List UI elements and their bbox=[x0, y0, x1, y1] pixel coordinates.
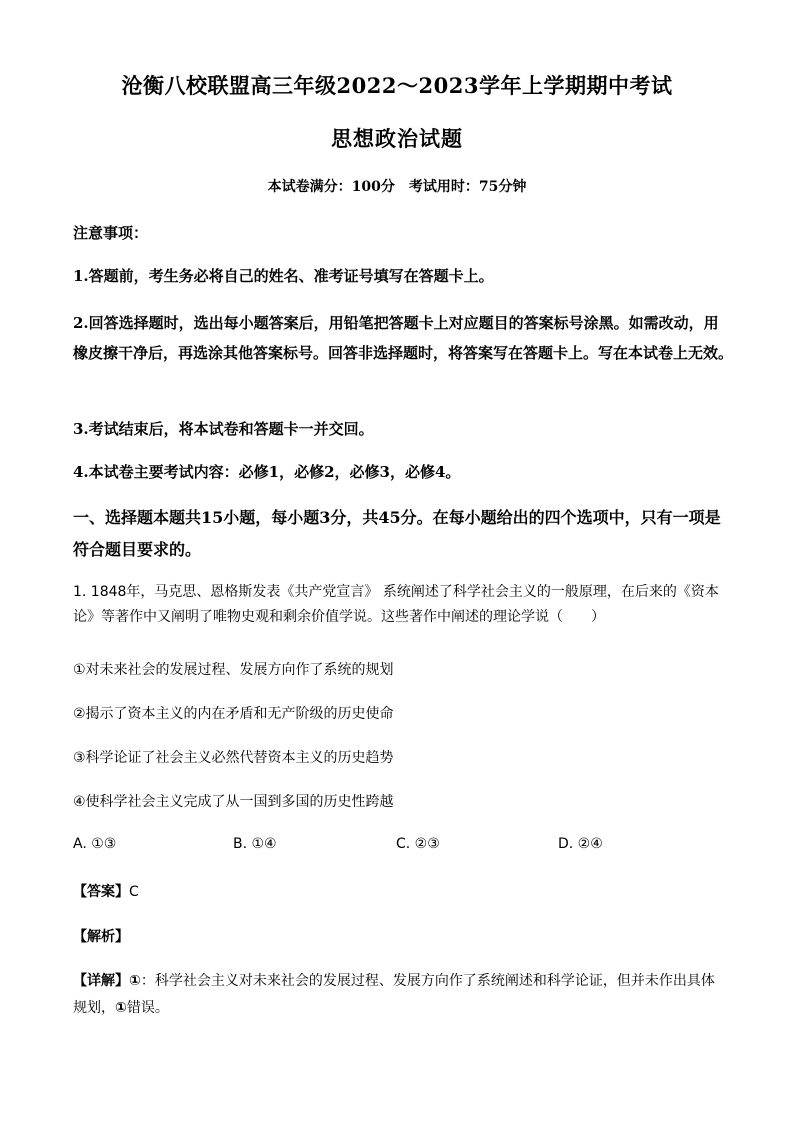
detail-paragraph bbox=[73, 968, 728, 1022]
answer-tag: 【答案】 bbox=[73, 884, 129, 900]
choice-b: B. ①④ bbox=[233, 836, 277, 852]
answer-line bbox=[73, 881, 139, 901]
choice-a: A. ①③ bbox=[73, 836, 117, 852]
statement-4: ④使科学社会主义完成了从一国到多国的历史性跨越 bbox=[73, 794, 394, 810]
exam-title: 沧衡八校联盟高三年级2022～2023学年上学期期中考试 bbox=[121, 73, 673, 98]
exam-meta: 本试卷满分：100分 考试用时：75分钟 bbox=[267, 179, 527, 195]
detail-mark-2: ① bbox=[115, 1000, 127, 1016]
notice-heading: 注意事项： bbox=[73, 224, 149, 242]
answer-value: C bbox=[129, 884, 139, 900]
analysis-line bbox=[73, 926, 129, 946]
exam-subtitle: 思想政治试题 bbox=[331, 126, 463, 151]
section-heading: 一、选择题本题共15小题，每小题3分，共45分。在每小题给出的四个选项中，只有一项是符合题目要求的。 bbox=[73, 508, 721, 559]
notice-item-3: 3.考试结束后，将本试卷和答题卡一并交回。 bbox=[73, 420, 374, 438]
detail-mark: ① bbox=[129, 973, 141, 989]
notice-item-2: 2.回答选择题时，选出每小题答案后，用铅笔把答题卡上对应题目的答案标号涂黑。如需改动，用橡皮擦干净后，再选涂其他答案标号。回答非选择题时，将答案写在答题卡上。写在本试卷上无效。 bbox=[73, 314, 734, 362]
detail-tag: 【详解】 bbox=[73, 973, 129, 989]
detail-end: 错误。 bbox=[126, 1000, 169, 1016]
detail-text: ：科学社会主义对未来社会的发展过程、发展方向作了系统阐述和科学论证，但并未作出具体规划， bbox=[73, 973, 715, 1016]
analysis-tag: 【解析】 bbox=[73, 929, 129, 945]
statement-1: ①对未来社会的发展过程、发展方向作了系统的规划 bbox=[73, 662, 394, 678]
question-stem: 1. 1848年，马克思、恩格斯发表《共产党宣言》 系统阐述了科学社会主义的一般原理，在后来的《资本论》等著作中又阐明了唯物史观和剩余价值学说。这些著作中阐述的理论学说（ ） bbox=[73, 584, 719, 625]
statement-2: ②揭示了资本主义的内在矛盾和无产阶级的历史使命 bbox=[73, 706, 394, 722]
choice-c: C. ②③ bbox=[396, 836, 440, 852]
notice-item-1: 1.答题前，考生务必将自己的姓名、准考证号填写在答题卡上。 bbox=[73, 267, 494, 285]
choice-d: D. ②④ bbox=[558, 836, 603, 852]
notice-item-4: 4.本试卷主要考试内容：必修1，必修2，必修3，必修4。 bbox=[73, 463, 461, 481]
statement-3: ③科学论证了社会主义必然代替资本主义的历史趋势 bbox=[73, 750, 394, 766]
